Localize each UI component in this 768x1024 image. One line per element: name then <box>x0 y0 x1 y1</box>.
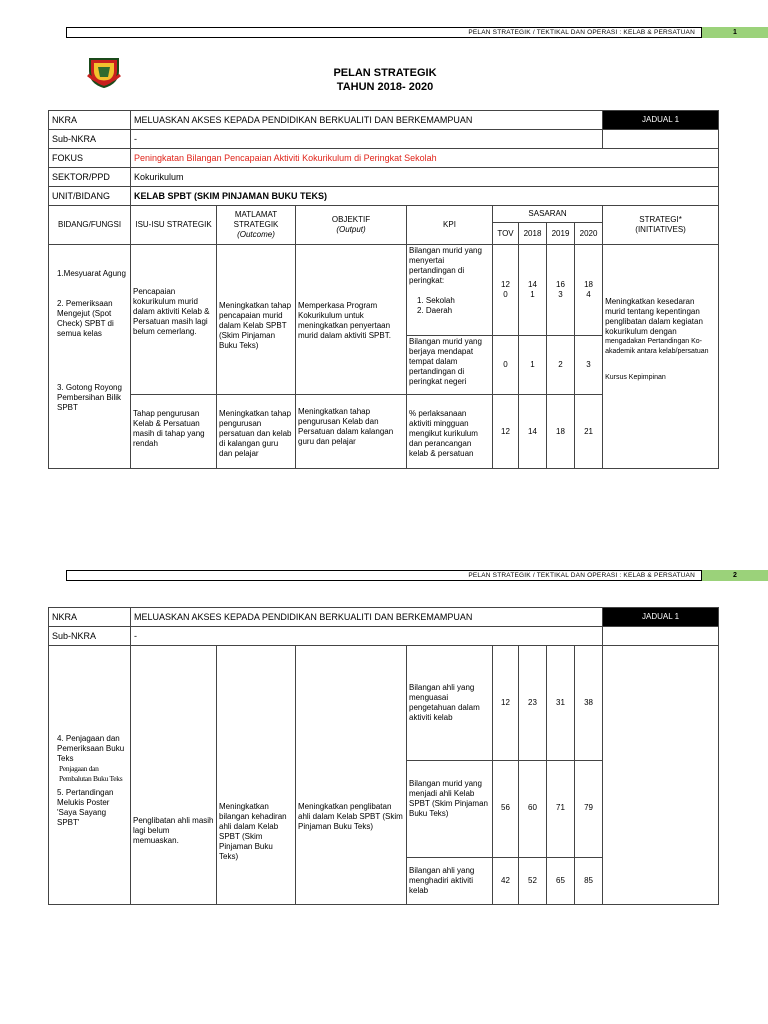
sektor-label: SEKTOR/PPD <box>49 168 131 187</box>
page-subtitle: TAHUN 2018- 2020 <box>336 81 434 93</box>
nkra-label-2: NKRA <box>49 608 131 627</box>
strategic-plan-table-1 <box>48 110 719 469</box>
bidang-cell <box>49 245 131 469</box>
subnkra-value: - <box>131 130 603 149</box>
page-title: PELAN STRATEGIK <box>333 67 437 79</box>
empty-cell <box>603 130 719 149</box>
jadual-badge-2: JADUAL 1 <box>603 608 719 627</box>
strategic-plan-table-2 <box>48 607 719 905</box>
col-matlamat-sub: (Outcome) <box>237 230 275 239</box>
subnkra-label: Sub-NKRA <box>49 130 131 149</box>
bidang-4: 4. Penjagaan dan Pemeriksaan Buku Teks <box>57 734 125 763</box>
col-objektif <box>296 206 407 245</box>
subnkra-label-2: Sub-NKRA <box>49 627 131 646</box>
isu-3: Penglibatan ahli masih lagi belum memuaskan. <box>131 646 217 905</box>
page-header-bar: PELAN STRATEGIK / TEKTIKAL DAN OPERASI : KELAB & PERSATUAN <box>66 27 702 38</box>
kpi-3: % perlaksanaan aktiviti mingguan mengikut kurikulum dan perancangan kelab & persatuan <box>407 395 493 469</box>
sektor-value: Kokurikulum <box>131 168 719 187</box>
p2-r1-tov: 12 <box>493 646 519 761</box>
objektif-2: Meningkatkan tahap pengurusan Kelab dan Persatuan dalam kalangan guru dan pelajar <box>296 395 407 469</box>
strategi-2: mengadakan Pertandingan Ko-akademik antara kelab/persatuan <box>605 338 709 355</box>
col-2019: 2019 <box>547 223 575 245</box>
p2-r3-2019: 65 <box>547 858 575 905</box>
col-2018: 2018 <box>519 223 547 245</box>
matlamat-3: Meningkatkan bilangan kehadiran ahli dalam Kelab SPBT (Skim Pinjaman Buku Teks) <box>217 646 296 905</box>
p2-r2-2018: 60 <box>519 761 547 858</box>
matlamat-2: Meningkatkan tahap pengurusan persatuan dan kelab di kalangan guru dan pelajar <box>217 395 296 469</box>
fokus-label: FOKUS <box>49 149 131 168</box>
p1-r1-2019: 16 3 <box>547 245 575 336</box>
page-number-2: 2 <box>702 570 768 581</box>
unit-label: UNIT/BIDANG <box>49 187 131 206</box>
col-isu: ISU-ISU STRATEGIK <box>131 206 217 245</box>
col-strategi-label: STRATEGI* <box>639 215 682 224</box>
objektif-3: Meningkatkan penglibatan ahli dalam Kelab SPBT (Skim Pinjaman Buku Teks) <box>296 646 407 905</box>
p1-r2-2018: 1 <box>519 336 547 395</box>
p2-r2-tov: 56 <box>493 761 519 858</box>
col-2020: 2020 <box>575 223 603 245</box>
col-tov: TOV <box>493 223 519 245</box>
p1-r1-2018: 14 1 <box>519 245 547 336</box>
fokus-value: Peningkatan Bilangan Pencapaian Aktiviti Kokurikulum di Peringkat Sekolah <box>131 149 719 168</box>
objektif-1: Memperkasa Program Kokurikulum untuk meningkatkan penyertaan murid dalam aktiviti SPBT. <box>296 245 407 395</box>
strategi-3: Kursus Kepimpinan <box>605 374 666 381</box>
strategi-cell-2 <box>603 646 719 905</box>
kpi-1-text: Bilangan murid yang menyertai pertandingan di peringkat: <box>409 246 482 285</box>
school-crest-icon <box>86 53 122 89</box>
p2-r1-2018: 23 <box>519 646 547 761</box>
col-matlamat <box>217 206 296 245</box>
kpi-1a: 1. Sekolah <box>417 296 455 305</box>
nkra-label: NKRA <box>49 111 131 130</box>
kpi-2: Bilangan murid yang berjaya mendapat tempat dalam pertandingan di peringkat negeri <box>407 336 493 395</box>
nkra-value: MELUASKAN AKSES KEPADA PENDIDIKAN BERKUALITI DAN BERKEMAMPUAN <box>131 111 603 130</box>
unit-value: KELAB SPBT (SKIM PINJAMAN BUKU TEKS) <box>131 187 719 206</box>
isu-1: Pencapaian kokurikulum murid dalam aktiviti Kelab & Persatuan masih lagi belum cemerlang. <box>131 245 217 395</box>
bidang-2: 2. Pemeriksaan Mengejut (Spot Check) SPBT di semua kelas <box>57 299 114 338</box>
strategi-cell <box>603 245 719 469</box>
p1-r3-2020: 21 <box>575 395 603 469</box>
p1-r1-2020: 18 4 <box>575 245 603 336</box>
col-bidang: BIDANG/FUNGSI <box>49 206 131 245</box>
col-objektif-label: OBJEKTIF <box>331 215 371 224</box>
p1-r1-tov: 12 0 <box>493 245 519 336</box>
col-kpi: KPI <box>407 206 493 245</box>
col-strategi-sub: (INITIATIVES) <box>635 225 686 234</box>
col-matlamat-label: MATLAMAT STRATEGIK <box>233 210 279 229</box>
subnkra-value-2: - <box>131 627 603 646</box>
p1-r2-2019: 2 <box>547 336 575 395</box>
p1-r2-tov: 0 <box>493 336 519 395</box>
kpi-1b: 2. Daerah <box>417 306 453 315</box>
p2-r1-2020: 38 <box>575 646 603 761</box>
matlamat-1: Meningkatkan tahap pencapaian murid dalam Kelab SPBT (Skim Pinjaman Buku Teks) <box>217 245 296 395</box>
col-strategi <box>603 206 719 245</box>
p2-r2-2020: 79 <box>575 761 603 858</box>
kpi-1 <box>407 245 493 336</box>
p1-r2-2020: 3 <box>575 336 603 395</box>
p2-r3-2020: 85 <box>575 858 603 905</box>
p1-r3-2019: 18 <box>547 395 575 469</box>
bidang-4b: Penjagaan dan Pembalutan Buku Teks <box>59 764 123 783</box>
empty-cell-2 <box>603 627 719 646</box>
p2-r1-2019: 31 <box>547 646 575 761</box>
bidang-3: 3. Gotong Royong Pembersihan Bilik SPBT <box>57 383 122 412</box>
page-header-bar-2: PELAN STRATEGIK / TEKTIKAL DAN OPERASI : KELAB & PERSATUAN <box>66 570 702 581</box>
p2-r3-2018: 52 <box>519 858 547 905</box>
p2-r2-2019: 71 <box>547 761 575 858</box>
isu-2: Tahap pengurusan Kelab & Persatuan masih di tahap yang rendah <box>131 395 217 469</box>
col-objektif-sub: (Output) <box>336 225 366 234</box>
bidang-5: 5. Pertandingan Melukis Poster 'Saya Sayang SPBT' <box>57 788 114 827</box>
nkra-value-2: MELUASKAN AKSES KEPADA PENDIDIKAN BERKUALITI DAN BERKEMAMPUAN <box>131 608 603 627</box>
p1-r3-2018: 14 <box>519 395 547 469</box>
kpi-p2-1: Bilangan ahli yang menguasai pengetahuan dalam aktiviti kelab <box>407 646 493 761</box>
col-sasaran: SASARAN <box>493 206 603 223</box>
page-number: 1 <box>702 27 768 38</box>
kpi-p2-2: Bilangan murid yang menjadi ahli Kelab SPBT (Skim Pinjaman Buku Teks) <box>407 761 493 858</box>
bidang-cell-2 <box>49 646 131 905</box>
strategi-1: Meningkatkan kesedaran murid tentang kepentingan penglibatan dalam kegiatan kokurikulum dengan <box>605 297 703 336</box>
bidang-1: 1.Mesyuarat Agung <box>57 269 126 278</box>
p2-r3-tov: 42 <box>493 858 519 905</box>
kpi-p2-3: Bilangan ahli yang menghadiri aktiviti kelab <box>407 858 493 905</box>
jadual-badge: JADUAL 1 <box>603 111 719 130</box>
p1-r3-tov: 12 <box>493 395 519 469</box>
